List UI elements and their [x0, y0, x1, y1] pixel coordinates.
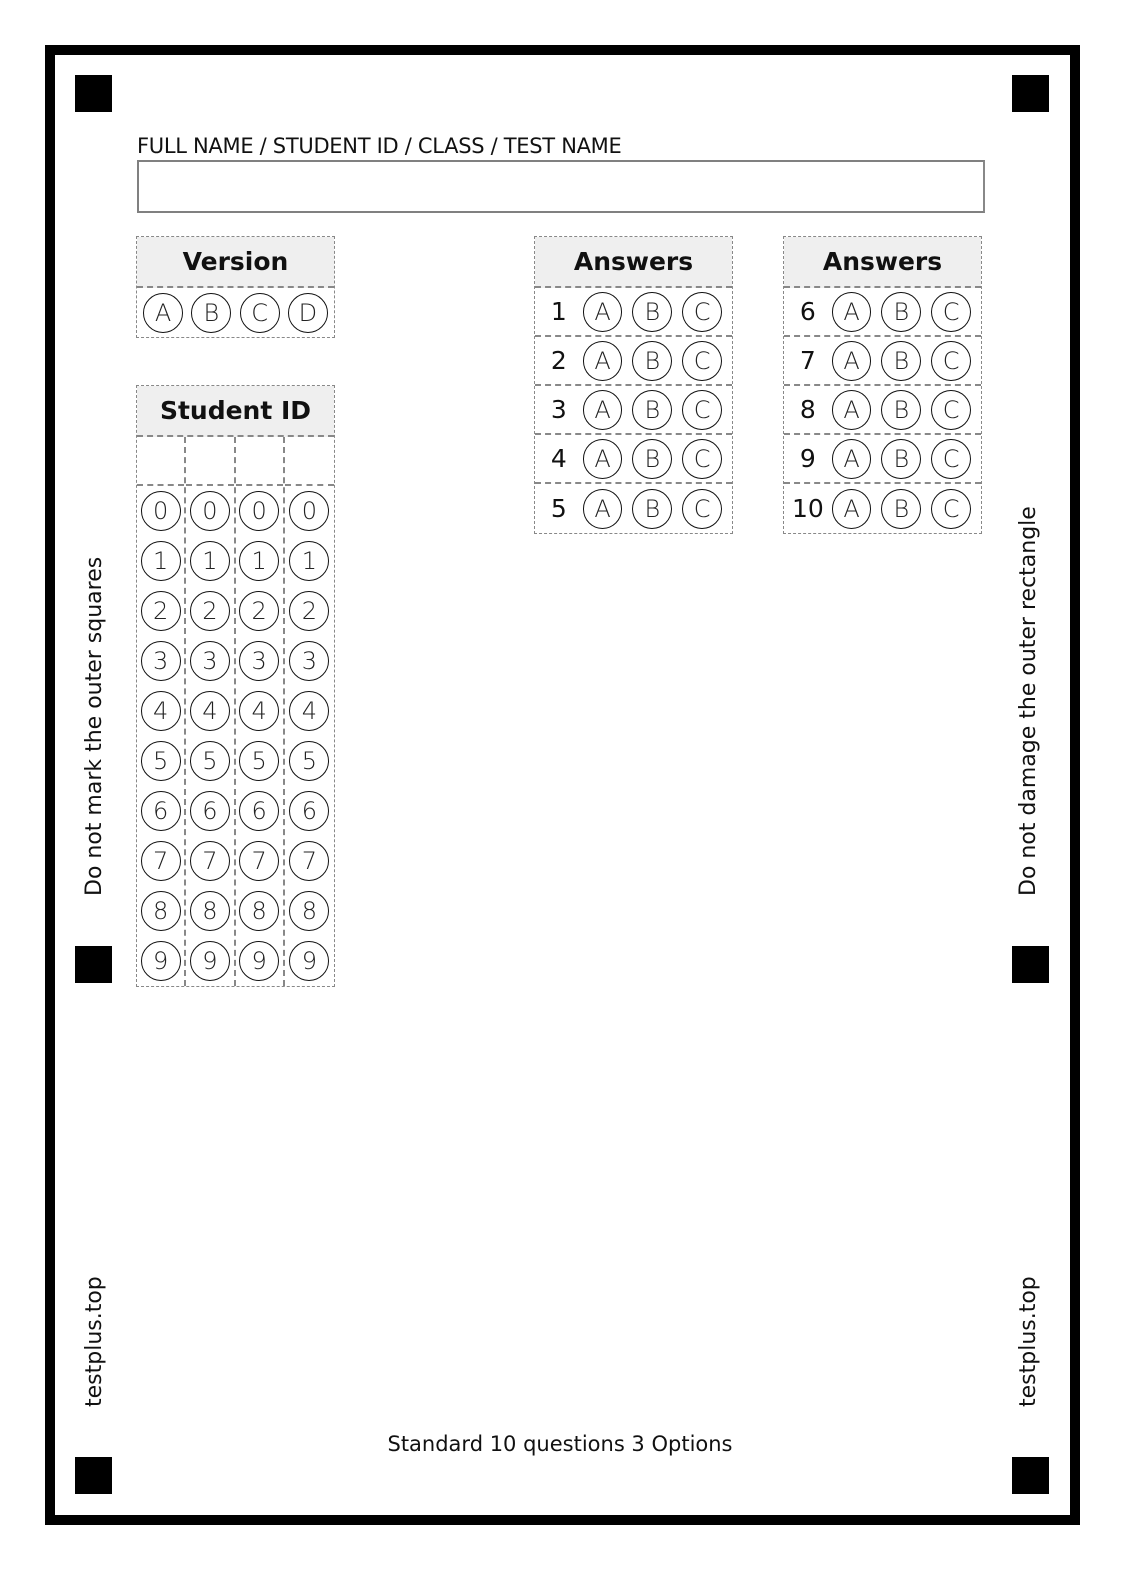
student-id-cell — [186, 736, 233, 786]
student-id-bubble-7[interactable]: 7 — [141, 841, 181, 881]
student-id-columns — [137, 437, 334, 986]
student-id-bubble-2[interactable]: 2 — [141, 591, 181, 631]
answer-bubble-a[interactable]: A — [832, 489, 872, 529]
student-id-cell — [236, 936, 283, 986]
student-id-column — [285, 437, 334, 986]
question-number: 6 — [799, 297, 816, 326]
student-id-bubble-0[interactable]: 0 — [141, 491, 181, 531]
template-name: Standard 10 questions 3 Options — [387, 1432, 733, 1456]
student-id-bubble-5[interactable]: 5 — [190, 741, 230, 781]
question-number: 1 — [550, 297, 567, 326]
answer-bubble-c[interactable]: C — [931, 390, 971, 430]
student-id-bubble-7[interactable]: 7 — [289, 841, 329, 881]
student-id-bubble-6[interactable]: 6 — [239, 791, 279, 831]
student-id-cell — [236, 786, 283, 836]
student-id-cell — [236, 886, 283, 936]
answer-bubble-a[interactable]: A — [583, 292, 623, 332]
answer-bubble-c[interactable]: C — [682, 292, 722, 332]
student-id-bubble-5[interactable]: 5 — [141, 741, 181, 781]
student-id-title: Student ID — [137, 386, 334, 437]
answer-bubble-a[interactable]: A — [583, 439, 623, 479]
student-id-cell — [137, 686, 184, 736]
answer-bubble-a[interactable]: A — [832, 341, 872, 381]
name-field-label: FULL NAME / STUDENT ID / CLASS / TEST NAME — [137, 134, 622, 158]
version-bubble-d[interactable]: D — [288, 293, 328, 333]
answers-block-1 — [534, 236, 733, 534]
version-title: Version — [137, 237, 334, 288]
answer-bubble-c[interactable]: C — [682, 489, 722, 529]
student-id-column — [137, 437, 186, 986]
side-marker-left — [75, 946, 112, 983]
student-id-bubble-1[interactable]: 1 — [239, 541, 279, 581]
student-id-cell — [186, 686, 233, 736]
answer-bubble-b[interactable]: B — [632, 341, 672, 381]
answer-bubble-a[interactable]: A — [583, 341, 623, 381]
student-id-write-box[interactable] — [285, 437, 334, 486]
question-number: 2 — [550, 346, 567, 375]
question-row — [535, 435, 732, 484]
right-warning-text: Do not damage the outer rectangle — [1016, 506, 1041, 896]
student-id-bubble-7[interactable]: 7 — [239, 841, 279, 881]
student-id-cell — [236, 736, 283, 786]
answer-bubble-b[interactable]: B — [881, 489, 921, 529]
question-number: 4 — [550, 444, 567, 473]
student-id-bubble-3[interactable]: 3 — [190, 641, 230, 681]
student-id-bubble-9[interactable]: 9 — [141, 941, 181, 981]
question-number: 7 — [799, 346, 816, 375]
student-id-bubble-7[interactable]: 7 — [190, 841, 230, 881]
version-block — [136, 236, 335, 338]
student-id-bubble-8[interactable]: 8 — [239, 891, 279, 931]
student-id-write-box[interactable] — [186, 437, 233, 486]
question-row — [784, 288, 981, 337]
student-id-cell — [186, 786, 233, 836]
question-row — [784, 435, 981, 484]
question-number: 5 — [550, 494, 567, 523]
question-number: 3 — [550, 395, 567, 424]
question-row — [784, 484, 981, 533]
answer-bubble-a[interactable]: A — [832, 292, 872, 332]
answer-bubble-a[interactable]: A — [583, 489, 623, 529]
student-id-cell — [186, 886, 233, 936]
student-id-bubble-0[interactable]: 0 — [289, 491, 329, 531]
student-id-bubble-6[interactable]: 6 — [141, 791, 181, 831]
student-id-bubble-9[interactable]: 9 — [190, 941, 230, 981]
student-id-bubble-8[interactable]: 8 — [289, 891, 329, 931]
student-id-cell — [186, 936, 233, 986]
student-id-cell — [137, 586, 184, 636]
student-id-cell — [186, 636, 233, 686]
student-id-cell — [285, 586, 334, 636]
student-id-bubble-2[interactable]: 2 — [190, 591, 230, 631]
answer-bubble-b[interactable]: B — [632, 390, 672, 430]
student-id-cell — [186, 536, 233, 586]
student-id-bubble-5[interactable]: 5 — [289, 741, 329, 781]
answer-bubble-b[interactable]: B — [632, 489, 672, 529]
student-id-cell — [285, 936, 334, 986]
student-id-cell — [137, 536, 184, 586]
student-id-cell — [137, 886, 184, 936]
student-id-bubble-1[interactable]: 1 — [141, 541, 181, 581]
student-id-bubble-6[interactable]: 6 — [190, 791, 230, 831]
answer-bubble-c[interactable]: C — [682, 341, 722, 381]
student-id-bubble-9[interactable]: 9 — [289, 941, 329, 981]
student-id-cell — [137, 636, 184, 686]
answers-title: Answers — [535, 237, 732, 288]
student-id-cell — [285, 636, 334, 686]
student-id-bubble-0[interactable]: 0 — [239, 491, 279, 531]
student-id-bubble-6[interactable]: 6 — [289, 791, 329, 831]
answer-bubble-b[interactable]: B — [881, 341, 921, 381]
student-id-bubble-3[interactable]: 3 — [239, 641, 279, 681]
answer-bubble-c[interactable]: C — [931, 292, 971, 332]
student-id-bubble-4[interactable]: 4 — [190, 691, 230, 731]
question-number: 9 — [799, 444, 816, 473]
version-bubble-b[interactable]: B — [191, 293, 231, 333]
student-id-cell — [137, 736, 184, 786]
student-id-cell — [236, 636, 283, 686]
student-id-cell — [137, 786, 184, 836]
student-id-bubble-1[interactable]: 1 — [190, 541, 230, 581]
question-row — [784, 386, 981, 435]
answer-bubble-c[interactable]: C — [931, 341, 971, 381]
student-id-bubble-4[interactable]: 4 — [141, 691, 181, 731]
question-row — [535, 337, 732, 386]
corner-marker-bottom-right — [1012, 1457, 1049, 1494]
student-id-cell — [285, 536, 334, 586]
student-id-bubble-2[interactable]: 2 — [289, 591, 329, 631]
left-warning-text: Do not mark the outer squares — [82, 556, 107, 896]
answer-bubble-b[interactable]: B — [632, 292, 672, 332]
answer-bubble-c[interactable]: C — [682, 390, 722, 430]
answer-bubble-a[interactable]: A — [583, 390, 623, 430]
student-id-cell — [186, 486, 233, 536]
version-bubble-a[interactable]: A — [143, 293, 183, 333]
student-id-cell — [285, 686, 334, 736]
answer-bubble-c[interactable]: C — [931, 439, 971, 479]
student-id-bubble-2[interactable]: 2 — [239, 591, 279, 631]
student-id-cell — [186, 836, 233, 886]
student-id-bubble-5[interactable]: 5 — [239, 741, 279, 781]
answer-bubble-b[interactable]: B — [881, 292, 921, 332]
student-id-column — [236, 437, 285, 986]
student-id-column — [186, 437, 235, 986]
side-marker-right — [1012, 946, 1049, 983]
corner-marker-top-right — [1012, 75, 1049, 112]
student-id-bubble-4[interactable]: 4 — [239, 691, 279, 731]
student-id-bubble-0[interactable]: 0 — [190, 491, 230, 531]
student-id-cell — [285, 486, 334, 536]
name-field[interactable] — [137, 160, 985, 213]
student-id-bubble-8[interactable]: 8 — [190, 891, 230, 931]
answer-bubble-b[interactable]: B — [881, 390, 921, 430]
version-options — [137, 288, 334, 337]
question-row — [535, 288, 732, 337]
student-id-cell — [285, 886, 334, 936]
student-id-cell — [137, 836, 184, 886]
answer-bubble-a[interactable]: A — [832, 390, 872, 430]
corner-marker-top-left — [75, 75, 112, 112]
question-row — [535, 484, 732, 533]
student-id-cell — [236, 686, 283, 736]
student-id-cell — [236, 836, 283, 886]
answer-bubble-b[interactable]: B — [881, 439, 921, 479]
student-id-cell — [236, 486, 283, 536]
student-id-bubble-3[interactable]: 3 — [141, 641, 181, 681]
student-id-block — [136, 385, 335, 987]
student-id-bubble-9[interactable]: 9 — [239, 941, 279, 981]
student-id-cell — [236, 536, 283, 586]
answer-bubble-a[interactable]: A — [832, 439, 872, 479]
question-number: 10 — [791, 494, 824, 523]
right-brand-text: testplus.top — [1016, 1276, 1041, 1407]
answers-block-2 — [783, 236, 982, 534]
answer-bubble-c[interactable]: C — [682, 439, 722, 479]
answer-bubble-b[interactable]: B — [632, 439, 672, 479]
student-id-cell — [285, 786, 334, 836]
student-id-bubble-4[interactable]: 4 — [289, 691, 329, 731]
answer-bubble-c[interactable]: C — [931, 489, 971, 529]
answers-title: Answers — [784, 237, 981, 288]
student-id-cell — [137, 936, 184, 986]
student-id-write-box[interactable] — [137, 437, 184, 486]
question-row — [784, 337, 981, 386]
question-number: 8 — [799, 395, 816, 424]
question-row — [535, 386, 732, 435]
student-id-cell — [285, 836, 334, 886]
corner-marker-bottom-left — [75, 1457, 112, 1494]
student-id-bubble-1[interactable]: 1 — [289, 541, 329, 581]
student-id-bubble-8[interactable]: 8 — [141, 891, 181, 931]
student-id-cell — [236, 586, 283, 636]
student-id-cell — [186, 586, 233, 636]
student-id-cell — [285, 736, 334, 786]
student-id-write-box[interactable] — [236, 437, 283, 486]
student-id-bubble-3[interactable]: 3 — [289, 641, 329, 681]
left-brand-text: testplus.top — [82, 1276, 107, 1407]
version-bubble-c[interactable]: C — [240, 293, 280, 333]
student-id-cell — [137, 486, 184, 536]
